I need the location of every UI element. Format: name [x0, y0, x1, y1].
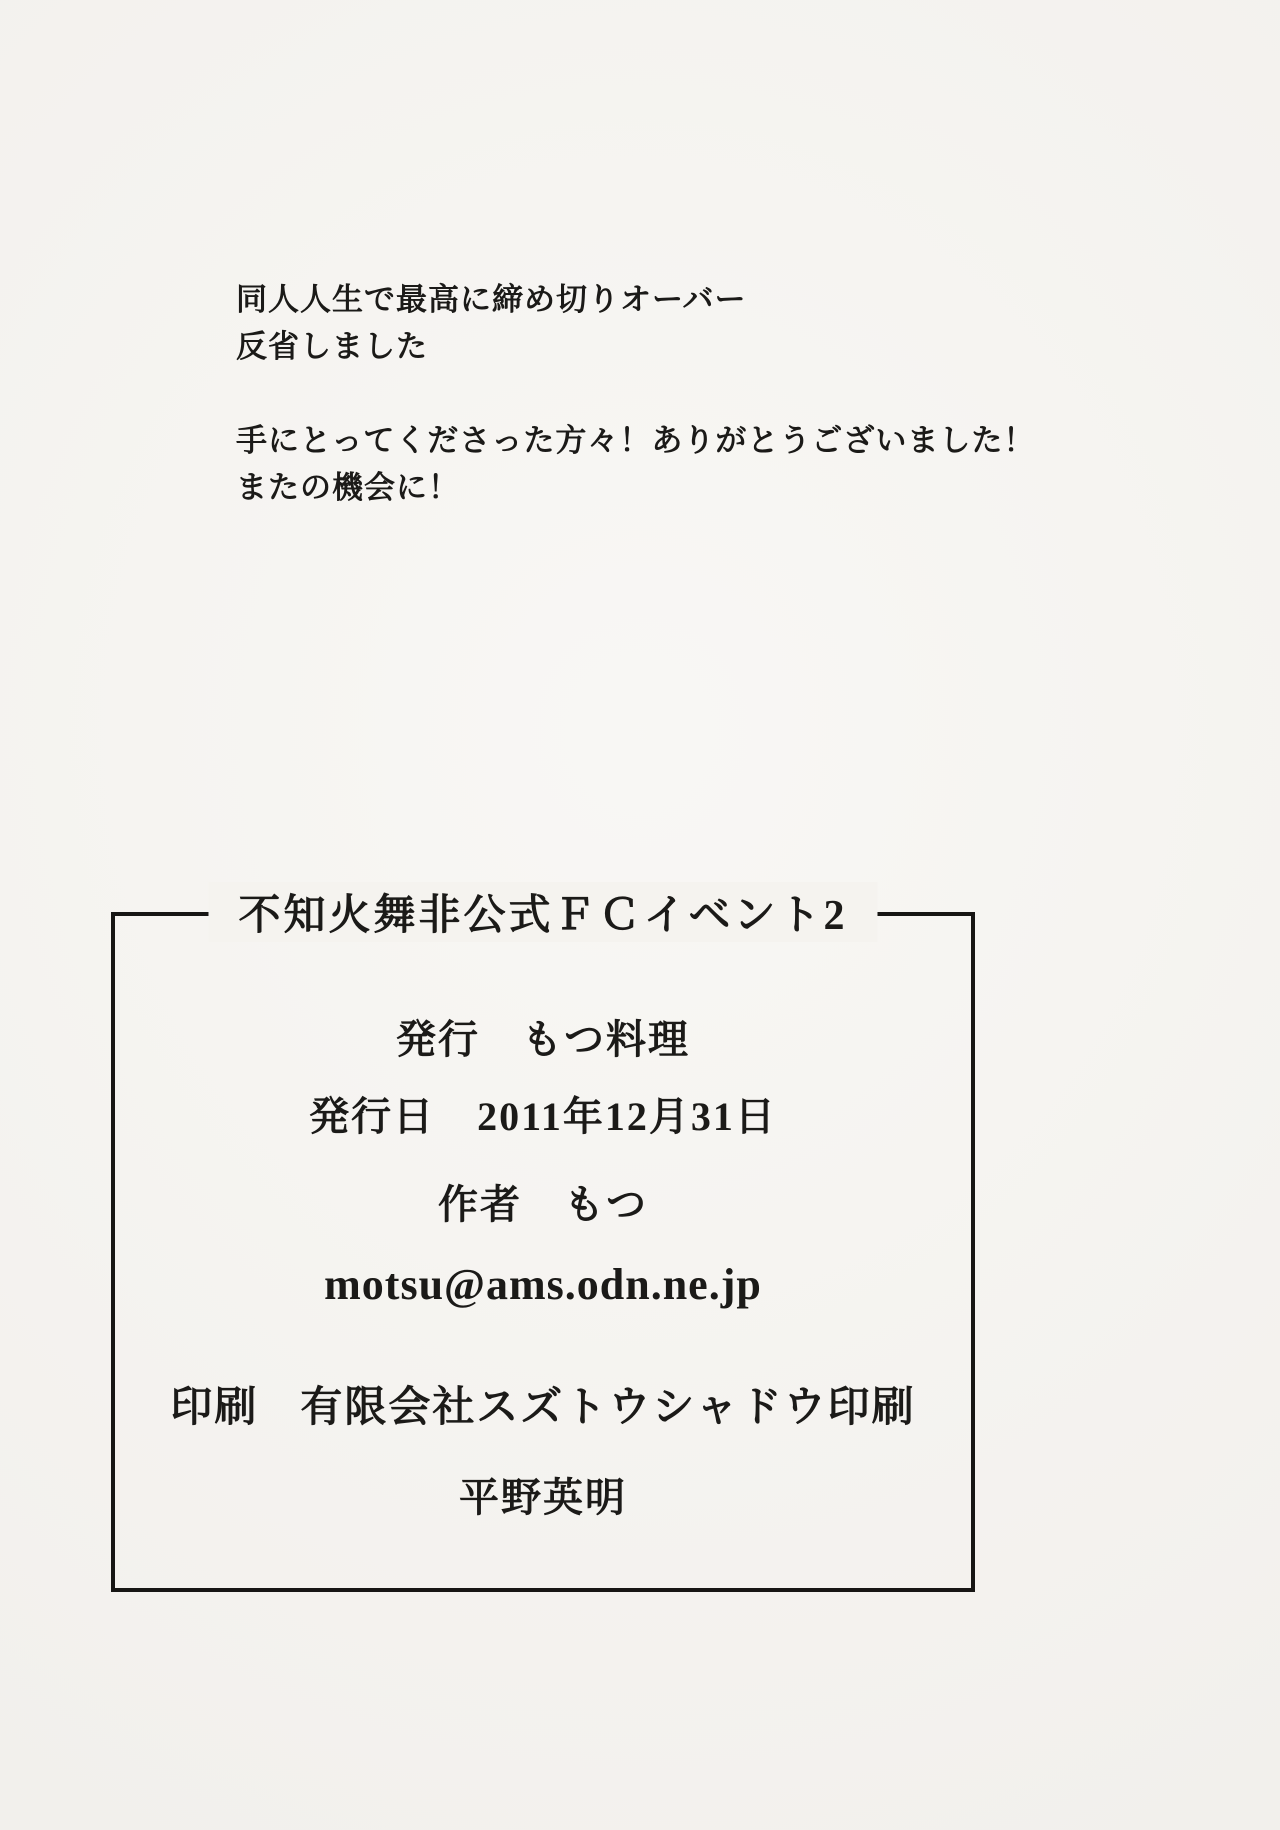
publish-date-value: 2011年12月31日: [477, 1094, 777, 1139]
colophon-box: [111, 893, 975, 1592]
colophon-title: 不知火舞非公式ＦＣイベント2: [208, 882, 877, 942]
afterword-line: 手にとってくださった方々！ありがとうございました！: [236, 423, 1036, 458]
publisher-value: もつ料理: [522, 1017, 690, 1062]
afterword-line: 同人人生で最高に締め切りオーバー: [236, 282, 747, 317]
afterword-line-spacer: [236, 370, 1035, 417]
publish-date-label: 発行日: [309, 1094, 436, 1139]
afterword-text-block: [236, 276, 1035, 511]
email-address: motsu@ams.odn.ne.jp: [324, 1260, 762, 1309]
colophon-row-publish-date: [309, 1092, 777, 1142]
author-label: 作者: [438, 1182, 522, 1227]
colophon-row-printer: [170, 1383, 915, 1433]
publisher-label: 発行: [396, 1017, 480, 1062]
author-value: もつ: [564, 1182, 648, 1227]
colophon-body: [115, 916, 971, 1523]
colophon-row-email: [324, 1260, 762, 1310]
printer-company-value: 有限会社スズトウシャドウ印刷: [300, 1385, 916, 1431]
afterword-line: 反省しました: [236, 329, 428, 364]
colophon-row-publisher: [396, 1015, 690, 1065]
afterword-line: またの機会に！: [236, 470, 460, 505]
colophon-row-printer-person: [459, 1473, 627, 1523]
printer-label: 印刷: [170, 1385, 259, 1431]
printer-person-value: 平野英明: [459, 1475, 627, 1520]
colophon-row-author: [438, 1180, 648, 1230]
